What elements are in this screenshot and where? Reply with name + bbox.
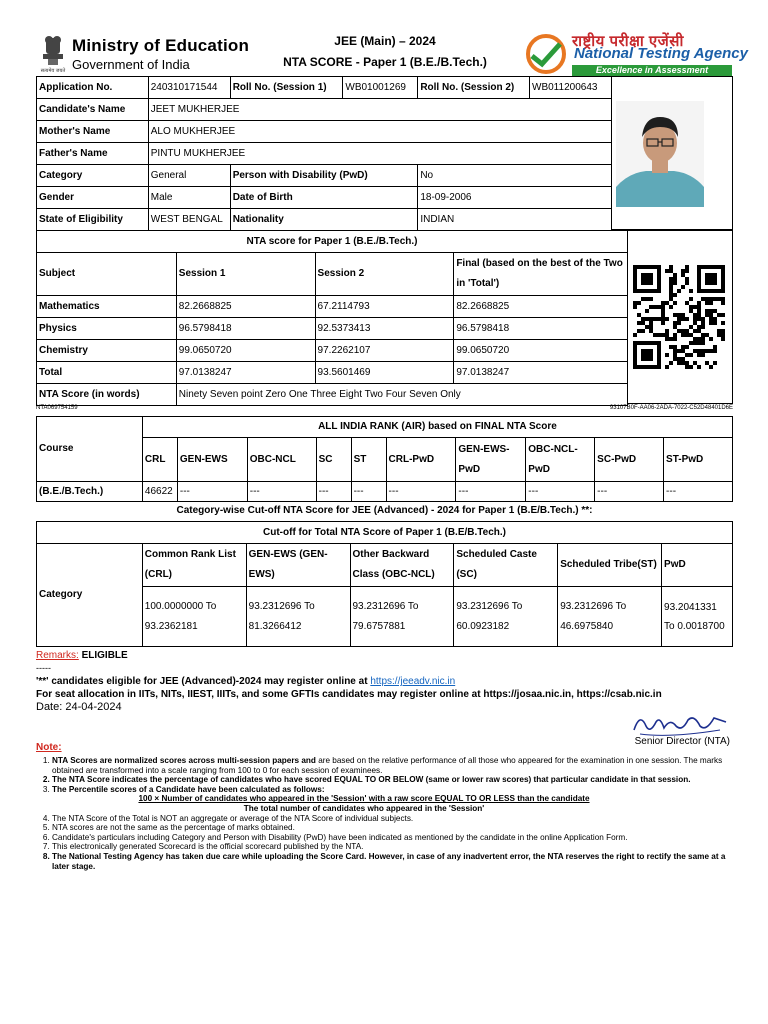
ministry-title: Ministry of Education [72, 36, 250, 55]
cutoff-header: Scheduled Tribe(ST) [558, 544, 662, 587]
score-cell: 93.5601469 [315, 362, 454, 384]
score-header-session1: Session 1 [176, 253, 315, 296]
cutoff-value: 93.2312696 To 60.0923182 [454, 587, 558, 647]
remarks-value: ELIGIBLE [81, 650, 128, 661]
cutoff-category-label: Category [37, 544, 143, 647]
air-title: ALL INDIA RANK (AIR) based on FINAL NTA Score [142, 417, 732, 438]
cutoff-header: GEN-EWS (GEN-EWS) [246, 544, 350, 587]
rank-value: --- [664, 482, 733, 502]
score-table-title: NTA score for Paper 1 (B.E./B.Tech.) [37, 231, 628, 253]
cutoff-header: PwD [662, 544, 733, 587]
note-item: 4. The NTA Score of the Total is NOT an aggregate or average of the NTA Score of individual subjects. [52, 814, 736, 824]
application-no-label: Application No. [37, 77, 149, 99]
nta-english-name: National Testing Agency [574, 45, 748, 62]
rank-header: ST-PwD [664, 438, 733, 482]
pwd-value: No [418, 165, 612, 187]
score-words-label: NTA Score (in words) [37, 384, 177, 406]
remarks [36, 650, 128, 661]
candidate-info-table [36, 76, 612, 231]
note-item: 5. NTA scores are not the same as the percentage of marks obtained. [52, 823, 736, 833]
qr-frame [628, 230, 733, 404]
category-value: General [148, 165, 230, 187]
score-header-session2: Session 2 [315, 253, 454, 296]
note-item: 7. This electronically generated Scorecard is the official scorecard published by the NTA. [52, 842, 736, 852]
cutoff-heading: Category-wise Cut-off NTA Score for JEE (Advanced) - 2024 for Paper 1 (B.E/B.Tech.) **: [176, 505, 593, 516]
air-rank-table [36, 416, 733, 502]
score-cell: 99.0650720 [176, 340, 315, 362]
score-row-physics [37, 318, 628, 340]
rank-value: --- [247, 482, 316, 502]
subject-cell: Physics [37, 318, 177, 340]
notes-list [36, 756, 736, 871]
mother-name-value: ALO MUKHERJEE [148, 121, 611, 143]
state-label: State of Eligibility [37, 209, 149, 231]
note-item [52, 756, 736, 775]
nta-score-table [36, 230, 628, 406]
rank-value: --- [526, 482, 595, 502]
note-1-bold: NTA Scores are normalized scores across multi-session papers and [52, 756, 316, 765]
rank-value: --- [595, 482, 664, 502]
gender-label: Gender [37, 187, 149, 209]
dob-label: Date of Birth [230, 187, 418, 209]
candidate-name-label: Candidate's Name [37, 99, 149, 121]
mother-name-label: Mother's Name [37, 121, 149, 143]
score-cell: 96.5798418 [454, 318, 628, 340]
scorecard-code-left: NTA069754159 [36, 405, 78, 411]
category-label: Category [37, 165, 149, 187]
father-name-value: PINTU MUKHERJEE [148, 143, 611, 165]
nta-tagline: Excellence in Assessment [572, 65, 732, 76]
signatory-title: Senior Director (NTA) [634, 736, 730, 747]
exam-title: JEE (Main) – 2024 [334, 34, 436, 48]
rank-header: SC [316, 438, 351, 482]
roll-no-1-label: Roll No. (Session 1) [230, 77, 343, 99]
emblem-caption: सत्यमेव जयते [40, 68, 66, 74]
score-cell: 92.5373413 [315, 318, 454, 340]
rank-header: GEN-EWS-PwD [456, 438, 526, 482]
jee-advanced-link[interactable]: https://jeeadv.nic.in [370, 676, 456, 687]
score-header-final: Final (based on the best of the Two in 'Total') [454, 253, 628, 296]
rank-header: OBC-NCL-PwD [526, 438, 595, 482]
note-item [52, 785, 736, 814]
application-no-value: 240310171544 [148, 77, 230, 99]
rank-value: --- [456, 482, 526, 502]
rank-row [37, 482, 733, 502]
nta-hindi-name: राष्ट्रीय परीक्षा एजेंसी [572, 33, 684, 50]
pwd-label: Person with Disability (PwD) [230, 165, 418, 187]
score-header-subject: Subject [37, 253, 177, 296]
score-cell: 82.2668825 [176, 296, 315, 318]
roll-no-2-label: Roll No. (Session 2) [418, 77, 530, 99]
roll-no-1-value: WB01001269 [343, 77, 418, 99]
score-cell: 67.2114793 [315, 296, 454, 318]
score-cell: 97.0138247 [454, 362, 628, 384]
rank-value: --- [177, 482, 247, 502]
dob-value: 18-09-2006 [418, 187, 612, 209]
course-label: Course [37, 417, 143, 482]
note-item: 6. Candidate's particulars including Category and Person with Disability (PwD) have been indicated as mentioned by the candidate in the online Application Form. [52, 833, 736, 843]
note-title: Note: [36, 742, 62, 753]
rank-header: GEN-EWS [177, 438, 247, 482]
course-value: (B.E./B.Tech.) [37, 482, 143, 502]
score-title: NTA SCORE - Paper 1 (B.E./B.Tech.) [283, 55, 487, 69]
cutoff-value: 93.2312696 To 79.6757881 [350, 587, 454, 647]
state-value: WEST BENGAL [148, 209, 230, 231]
josaa-line: For seat allocation in IITs, NITs, IIEST, IIITs, and some GFTIs candidates may register online at https://josaa.nic.in, https://csab.nic.in [36, 689, 662, 700]
ministry-subtitle: Government of India [72, 57, 190, 72]
remarks-label: Remarks: [36, 650, 79, 661]
roll-no-2-value: WB011200643 [530, 77, 612, 99]
score-words-value: Ninety Seven point Zero One Three Eight Two Four Seven Only [176, 384, 627, 406]
subject-cell: Total [37, 362, 177, 384]
candidate-photo-frame [612, 76, 733, 230]
rank-header: SC-PwD [595, 438, 664, 482]
score-cell: 97.0138247 [176, 362, 315, 384]
cutoff-header: Scheduled Caste (SC) [454, 544, 558, 587]
subject-cell: Chemistry [37, 340, 177, 362]
gender-value: Male [148, 187, 230, 209]
score-row-chemistry [37, 340, 628, 362]
rank-header: CRL-PwD [386, 438, 456, 482]
national-emblem-icon [38, 34, 68, 76]
subject-cell: Mathematics [37, 296, 177, 318]
note-item: 2. The NTA Score indicates the percentage of candidates who have scored EQUAL TO OR BELOW (same or lower raw scores) that particular candidate in that session. [52, 775, 736, 785]
cutoff-header: Other Backward Class (OBC-NCL) [350, 544, 454, 587]
candidate-name-value: JEET MUKHERJEE [148, 99, 611, 121]
qr-code-icon [633, 265, 725, 369]
nationality-value: INDIAN [418, 209, 612, 231]
score-row-total [37, 362, 628, 384]
nationality-label: Nationality [230, 209, 418, 231]
note-item: 8. The National Testing Agency has taken due care while uploading the Score Card. However, in case of any inadvertent error, the NTA reserves the right to rectify the same at a later stage. [52, 852, 736, 871]
rank-header: OBC-NCL [247, 438, 316, 482]
percentile-formula-numerator: 100 × Number of candidates who appeared in the 'Session' with a raw score EQUAL TO OR LESS than the candidate [138, 794, 590, 804]
score-cell: 82.2668825 [454, 296, 628, 318]
dash-separator: ----- [36, 663, 51, 673]
cutoff-value: 93.2041331 To 0.0018700 [662, 587, 733, 647]
advanced-registration-line [36, 676, 455, 687]
rank-value: --- [316, 482, 351, 502]
note-3-text: The Percentile scores of a Candidate have been calculated as follows: [52, 784, 325, 794]
father-name-label: Father's Name [37, 143, 149, 165]
advanced-text: '**' candidates eligible for JEE (Advanced)-2024 may register online at [36, 676, 368, 687]
scorecard-code-right: 93107B0F-AA06-2ADA-7022-C52D48401D6E [609, 405, 733, 411]
score-row-mathematics [37, 296, 628, 318]
rank-header: CRL [142, 438, 177, 482]
rank-header: ST [351, 438, 386, 482]
cutoff-header: Common Rank List (CRL) [142, 544, 246, 587]
cutoff-table [36, 521, 733, 647]
cutoff-value: 100.0000000 To 93.2362181 [142, 587, 246, 647]
note-1-text: are based on the relative performance of all those who appeared for the examination in one session. The marks obtained are transformed into a scale ranging from 100 to 0 for each session of examinees. [52, 756, 723, 775]
score-cell: 96.5798418 [176, 318, 315, 340]
rank-value: --- [351, 482, 386, 502]
candidate-photo [616, 101, 704, 207]
score-cell: 97.2262107 [315, 340, 454, 362]
nta-logo-icon [524, 34, 568, 74]
cutoff-value: 93.2312696 To 81.3266412 [246, 587, 350, 647]
percentile-formula-denominator: The total number of candidates who appeared in the 'Session' [243, 803, 485, 813]
rank-value: --- [386, 482, 456, 502]
rank-value: 46622 [142, 482, 177, 502]
score-cell: 99.0650720 [454, 340, 628, 362]
cutoff-value: 93.2312696 To 46.6975840 [558, 587, 662, 647]
cutoff-table-title: Cut-off for Total NTA Score of Paper 1 (B.E/B.Tech.) [37, 522, 733, 544]
issue-date: Date: 24-04-2024 [36, 701, 122, 713]
